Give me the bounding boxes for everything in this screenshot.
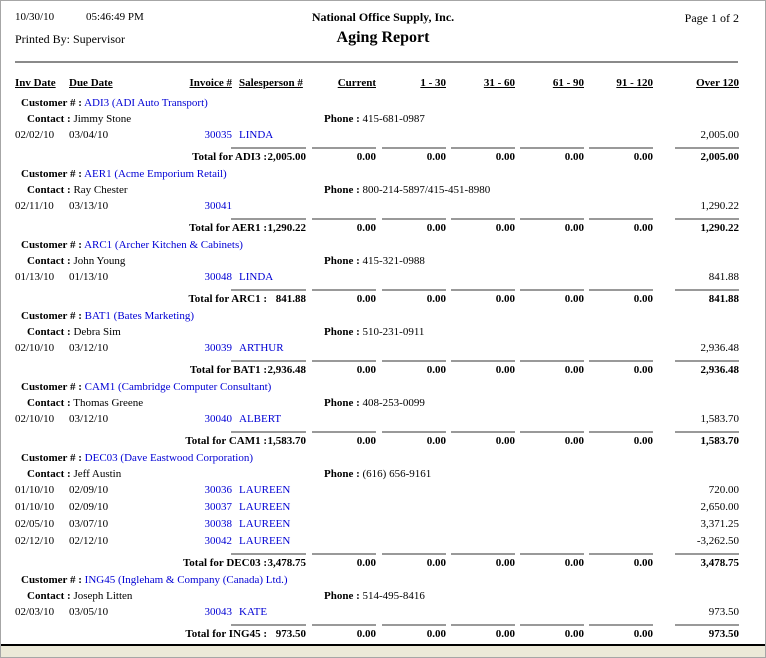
total-overline [675,147,739,149]
total-current: 0.00 [356,364,376,376]
col-current: Current [337,77,376,89]
total-91-120: 0.00 [633,364,653,376]
total-overline [312,624,376,626]
total-overline [312,147,376,149]
total-31-60: 0.00 [495,222,515,234]
total-over-120: 841.88 [708,293,739,305]
invoice-row [1,499,765,516]
contact-name: Joseph Litten [73,590,133,602]
invoice-date: 01/13/10 [15,271,55,283]
total-overline [520,431,584,433]
due-date: 03/12/10 [69,413,109,425]
total-overline [520,218,584,220]
invoice-number-link[interactable]: 30041 [204,200,232,212]
total-overline [520,289,584,291]
salesperson-link[interactable]: ARTHUR [239,342,284,354]
customer-row [1,308,765,324]
phone-label: Phone : [324,184,360,196]
customer-link[interactable]: BAT1 (Bates Marketing) [84,310,195,322]
col-1-30: 1 - 30 [420,77,446,89]
contact-wrap [27,253,125,269]
contact-name: Ray Chester [73,184,128,196]
contact-wrap [27,111,131,127]
customer-number-label: Customer # : [21,381,82,393]
customer-label-wrap [21,379,271,395]
contact-label: Contact : [27,255,71,267]
contact-wrap [27,466,121,482]
total-overline [382,147,446,149]
customer-section [1,237,765,306]
customer-number-label: Customer # : [21,310,82,322]
total-overline [520,553,584,555]
contact-name: John Young [73,255,126,267]
report-title: Aging Report [336,29,430,46]
total-1-30: 0.00 [426,222,446,234]
contact-name: Jeff Austin [73,468,122,480]
customer-section [1,308,765,377]
total-label: Total for ADI3 : [192,151,267,163]
contact-wrap [27,395,143,411]
invoice-date: 02/11/10 [15,200,54,212]
total-row [1,621,765,641]
total-row [1,357,765,377]
contact-label: Contact : [27,468,71,480]
customer-row [1,166,765,182]
amount-over-120: 1,583.70 [700,413,739,425]
total-overline [589,624,653,626]
customer-label-wrap [21,237,243,253]
total-overline [312,218,376,220]
phone-number: 510-231-0911 [362,326,425,338]
total-current: 0.00 [356,557,376,569]
customer-number-label: Customer # : [21,97,82,109]
invoice-number-link[interactable]: 30035 [204,129,232,141]
total-91-120: 0.00 [633,435,653,447]
invoice-row [1,269,765,286]
total-overline [589,147,653,149]
total-overline [231,553,306,555]
invoice-date: 02/12/10 [15,535,55,547]
phone-number: 408-253-0099 [362,397,425,409]
total-amount: 2,936.48 [267,364,306,376]
total-overline [589,218,653,220]
customer-row [1,237,765,253]
total-overline [231,431,306,433]
col-91-120: 91 - 120 [616,77,653,89]
total-current: 0.00 [356,435,376,447]
total-61-90: 0.00 [564,557,584,569]
total-overline [451,624,515,626]
total-amount: 3,478.75 [267,557,306,569]
total-overline [382,553,446,555]
customer-section [1,450,765,570]
total-row [1,428,765,448]
total-overline [231,360,306,362]
total-overline [382,289,446,291]
col-inv-date: Inv Date [15,77,56,89]
total-overline [675,289,739,291]
amount-over-120: 973.50 [708,606,739,618]
amount-over-120: -3,262.50 [696,535,739,547]
total-over-120: 973.50 [708,628,739,640]
phone-number: 415-321-0988 [362,255,425,267]
total-overline [675,431,739,433]
phone-label: Phone : [324,113,360,125]
total-overline [231,218,306,220]
customer-section [1,166,765,235]
col-61-90: 61 - 90 [552,77,584,89]
total-61-90: 0.00 [564,435,584,447]
total-overline [382,431,446,433]
total-amount: 841.88 [275,293,306,305]
invoice-row [1,604,765,621]
total-overline [231,624,306,626]
invoice-number-link[interactable]: 30038 [204,518,232,530]
total-over-120: 3,478.75 [700,557,739,569]
total-overline [312,289,376,291]
report-body [1,95,765,643]
total-overline [312,360,376,362]
header-rule [15,61,738,63]
invoice-number-link[interactable]: 30048 [204,271,232,283]
salesperson-link[interactable]: LAUREEN [239,484,291,496]
amount-over-120: 2,936.48 [700,342,739,354]
due-date: 03/12/10 [69,342,109,354]
customer-label-wrap [21,166,227,182]
contact-row [1,111,765,127]
total-91-120: 0.00 [633,151,653,163]
customer-label-wrap [21,450,253,466]
col-invoice: Invoice # [189,77,232,89]
due-date: 02/12/10 [69,535,109,547]
invoice-date: 01/10/10 [15,501,55,513]
col-over-120: Over 120 [696,77,739,89]
invoice-row [1,516,765,533]
contact-wrap [27,182,128,198]
contact-row [1,324,765,340]
total-overline [382,218,446,220]
contact-row [1,395,765,411]
total-row [1,215,765,235]
total-overline [382,360,446,362]
amount-over-120: 2,005.00 [700,129,739,141]
phone-wrap [324,466,431,482]
phone-wrap [324,324,424,340]
total-overline [589,431,653,433]
total-31-60: 0.00 [495,628,515,640]
invoice-number-link[interactable]: 30042 [204,535,232,547]
total-1-30: 0.00 [426,435,446,447]
due-date: 02/09/10 [69,484,109,496]
customer-number-label: Customer # : [21,168,82,180]
column-header-row [1,77,765,93]
total-31-60: 0.00 [495,364,515,376]
total-overline [382,624,446,626]
total-overline [589,553,653,555]
invoice-number-link[interactable]: 30037 [204,501,232,513]
invoice-number-link[interactable]: 30040 [204,413,232,425]
total-91-120: 0.00 [633,628,653,640]
total-row [1,550,765,570]
salesperson-link[interactable]: LAUREEN [239,518,291,530]
phone-label: Phone : [324,590,360,602]
total-overline [451,218,515,220]
total-current: 0.00 [356,222,376,234]
total-61-90: 0.00 [564,293,584,305]
salesperson-link[interactable]: LINDA [239,271,274,283]
total-91-120: 0.00 [633,222,653,234]
print-date: 10/30/10 [15,11,55,23]
contact-wrap [27,324,121,340]
customer-label-wrap [21,95,208,111]
total-overline [675,360,739,362]
customer-number-label: Customer # : [21,452,82,464]
total-61-90: 0.00 [564,628,584,640]
invoice-number-link[interactable]: 30036 [204,484,232,496]
phone-number: 514-495-8416 [362,590,425,602]
invoice-date: 02/10/10 [15,342,55,354]
total-label: Total for CAM1 : [185,435,267,447]
total-overline [451,147,515,149]
phone-number: 415-681-0987 [362,113,425,125]
customer-row [1,450,765,466]
phone-number: (616) 656-9161 [362,468,432,480]
total-overline [675,553,739,555]
phone-wrap [324,111,425,127]
due-date: 03/07/10 [69,518,109,530]
customer-label-wrap [21,308,194,324]
phone-wrap [324,253,425,269]
customer-section [1,95,765,164]
total-overline [451,360,515,362]
total-overline [675,624,739,626]
col-31-60: 31 - 60 [483,77,515,89]
total-current: 0.00 [356,628,376,640]
customer-link[interactable]: DEC03 (Dave Eastwood Corporation) [84,452,253,464]
contact-wrap [27,588,132,604]
total-overline [231,289,306,291]
contact-label: Contact : [27,590,71,602]
salesperson-link[interactable]: KATE [239,606,268,618]
customer-row [1,95,765,111]
customer-link[interactable]: ING45 (Ingleham & Company (Canada) Ltd.) [84,574,288,586]
contact-label: Contact : [27,184,71,196]
customer-link[interactable]: AER1 (Acme Emporium Retail) [84,168,227,180]
total-31-60: 0.00 [495,557,515,569]
page-indicator: Page 1 of 2 [684,11,739,25]
due-date: 01/13/10 [69,271,109,283]
total-1-30: 0.00 [426,364,446,376]
salesperson-link[interactable]: LAUREEN [239,501,291,513]
due-date: 02/09/10 [69,501,109,513]
invoice-number-link[interactable]: 30039 [204,342,232,354]
amount-over-120: 841.88 [708,271,739,283]
total-over-120: 2,005.00 [700,151,739,163]
col-due-date: Due Date [69,77,113,89]
salesperson-link[interactable]: LAUREEN [239,535,291,547]
total-1-30: 0.00 [426,628,446,640]
invoice-row [1,340,765,357]
due-date: 03/05/10 [69,606,109,618]
total-label: Total for DEC03 : [182,557,267,569]
print-time: 05:46:49 PM [86,11,144,23]
total-overline [589,360,653,362]
total-61-90: 0.00 [564,222,584,234]
total-91-120: 0.00 [633,557,653,569]
total-91-120: 0.00 [633,293,653,305]
invoice-date: 02/03/10 [15,606,55,618]
due-date: 03/04/10 [69,129,109,141]
total-overline [589,289,653,291]
salesperson-link[interactable]: ALBERT [239,413,282,425]
invoice-row [1,411,765,428]
amount-over-120: 3,371.25 [700,518,739,530]
customer-number-label: Customer # : [21,574,82,586]
total-1-30: 0.00 [426,557,446,569]
invoice-row [1,533,765,550]
total-label: Total for AER1 : [189,222,267,234]
customer-link[interactable]: ARC1 (Archer Kitchen & Cabinets) [84,239,243,251]
contact-name: Debra Sim [73,326,121,338]
total-current: 0.00 [356,151,376,163]
window-frame-strip [1,646,765,657]
invoice-date: 02/02/10 [15,129,55,141]
contact-row [1,588,765,604]
contact-label: Contact : [27,397,71,409]
total-overline [312,553,376,555]
total-overline [451,553,515,555]
contact-label: Contact : [27,113,71,125]
total-31-60: 0.00 [495,293,515,305]
customer-label-wrap [21,572,288,588]
total-over-120: 2,936.48 [700,364,739,376]
total-overline [451,431,515,433]
invoice-date: 02/05/10 [15,518,55,530]
invoice-date: 01/10/10 [15,484,55,496]
total-row [1,144,765,164]
total-current: 0.00 [356,293,376,305]
invoice-row [1,127,765,144]
phone-wrap [324,588,425,604]
amount-over-120: 2,650.00 [700,501,739,513]
customer-row [1,572,765,588]
total-overline [520,624,584,626]
phone-label: Phone : [324,326,360,338]
total-over-120: 1,583.70 [700,435,739,447]
customer-section [1,379,765,448]
total-overline [312,431,376,433]
total-amount: 973.50 [275,628,306,640]
total-overline [675,218,739,220]
printed-by: Printed By: Supervisor [15,32,125,46]
total-61-90: 0.00 [564,364,584,376]
total-label: Total for BAT1 : [189,364,267,376]
customer-link[interactable]: CAM1 (Cambridge Computer Consultant) [84,381,272,393]
total-overline [520,147,584,149]
contact-row [1,466,765,482]
total-label: Total for ARC1 : [188,293,267,305]
phone-wrap [324,182,490,198]
total-overline [231,147,306,149]
salesperson-link[interactable]: LINDA [239,129,274,141]
phone-number: 800-214-5897/415-451-8980 [362,184,491,196]
due-date: 03/13/10 [69,200,109,212]
total-1-30: 0.00 [426,293,446,305]
company-name: National Office Supply, Inc. [311,10,455,24]
phone-label: Phone : [324,468,360,480]
contact-row [1,182,765,198]
total-over-120: 1,290.22 [700,222,739,234]
phone-label: Phone : [324,255,360,267]
total-label: Total for ING45 : [185,628,267,640]
total-amount: 1,583.70 [267,435,306,447]
contact-label: Contact : [27,326,71,338]
contact-name: Jimmy Stone [73,113,132,125]
contact-name: Thomas Greene [73,397,144,409]
customer-number-label: Customer # : [21,239,82,251]
customer-row [1,379,765,395]
customer-link[interactable]: ADI3 (ADI Auto Transport) [84,97,208,109]
invoice-number-link[interactable]: 30043 [204,606,232,618]
contact-row [1,253,765,269]
total-overline [520,360,584,362]
amount-over-120: 720.00 [708,484,739,496]
total-1-30: 0.00 [426,151,446,163]
total-row [1,286,765,306]
phone-wrap [324,395,425,411]
phone-label: Phone : [324,397,360,409]
total-31-60: 0.00 [495,435,515,447]
invoice-row [1,482,765,499]
amount-over-120: 1,290.22 [700,200,739,212]
customer-section [1,572,765,641]
total-31-60: 0.00 [495,151,515,163]
total-amount: 2,005.00 [267,151,306,163]
total-61-90: 0.00 [564,151,584,163]
invoice-date: 02/10/10 [15,413,55,425]
total-amount: 1,290.22 [267,222,306,234]
invoice-row [1,198,765,215]
total-overline [451,289,515,291]
col-salesperson: Salesperson # [239,77,303,89]
